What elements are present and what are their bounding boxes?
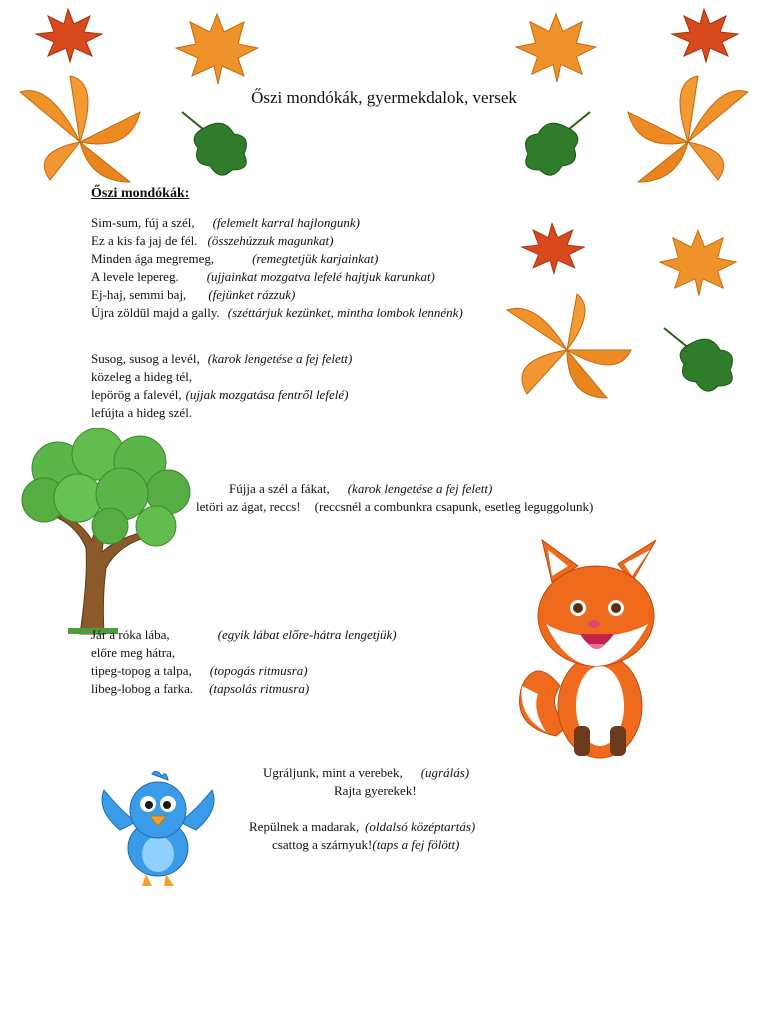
maple-leaf-red-icon — [666, 4, 742, 64]
section-heading: Őszi mondókák: — [91, 186, 190, 201]
verse-text: A levele lepereg. — [91, 269, 179, 284]
verse-text: Jár a róka lába, — [91, 627, 170, 642]
verse-line — [334, 782, 417, 800]
chestnut-leaf-icon — [618, 72, 758, 184]
verse-text: Repülnek a madarak, — [249, 819, 360, 834]
verse-line — [91, 386, 348, 404]
verse-text: letöri az ágat, reccs! — [196, 499, 301, 514]
verse-line — [91, 680, 309, 698]
oak-leaf-green-icon — [516, 108, 598, 180]
verse-text: csattog a szárnyuk! — [272, 837, 373, 852]
verse-text: tipeg-topog a talpa, — [91, 663, 192, 678]
verse-line — [91, 662, 308, 680]
page-title: Őszi mondókák, gyermekdalok, versek — [251, 88, 517, 107]
verse-line — [91, 644, 175, 662]
verse-note: (karok lengetése a fej felett) — [207, 351, 353, 366]
verse-note: (remegtetjük karjainkat) — [252, 251, 379, 266]
verse-line — [263, 764, 469, 782]
verse-note: (ujjainkat mozgatva lefelé hajtjuk karunkat) — [206, 269, 435, 284]
maple-leaf-red-icon — [516, 218, 588, 276]
verse-line — [249, 818, 475, 836]
verse-note: (ugrálás) — [420, 765, 470, 780]
verse-line — [91, 286, 295, 304]
verse-text: lepörög a falevél, — [91, 387, 182, 402]
verse-line — [272, 836, 459, 854]
verse-line — [91, 214, 360, 232]
verse-line — [196, 498, 593, 516]
verse-text: Ez a kis fa jaj de fél. — [91, 233, 198, 248]
bird-icon — [100, 770, 216, 892]
verse-text: Minden ága megremeg, — [91, 251, 215, 266]
verse-text: Sim-sum, fúj a szél, — [91, 215, 195, 230]
maple-leaf-orange-icon — [512, 10, 600, 84]
maple-leaf-orange-icon — [172, 10, 262, 86]
verse-note: (tapsolás ritmusra) — [209, 681, 310, 696]
verse-text: Susog, susog a levél, — [91, 351, 200, 366]
verse-text: Fújja a szél a fákat, — [229, 481, 330, 496]
verse-note: (fejünket rázzuk) — [208, 287, 296, 302]
verse-text: lefújta a hideg szél. — [91, 405, 193, 420]
oak-leaf-green-icon — [174, 108, 256, 180]
maple-leaf-orange-icon — [656, 226, 740, 298]
tree-icon — [18, 428, 194, 636]
fox-icon — [516, 536, 676, 762]
verse-note: (ujjak mozgatása fentről lefelé) — [185, 387, 349, 402]
verse-line — [91, 268, 435, 286]
verse-note: (taps a fej fölött) — [372, 837, 460, 852]
verse-note: (oldalsó középtartás) — [365, 819, 476, 834]
oak-leaf-green-icon — [660, 324, 742, 396]
verse-text: közeleg a hideg tél, — [91, 369, 193, 384]
verse-text: Újra zöldül majd a gally. — [91, 305, 220, 320]
chestnut-leaf-icon — [496, 290, 638, 402]
verse-line — [91, 626, 397, 644]
maple-leaf-red-icon — [30, 4, 106, 64]
verse-line — [91, 404, 192, 422]
verse-line — [91, 250, 378, 268]
verse-line — [91, 350, 352, 368]
verse-line — [91, 304, 463, 322]
verse-text: libeg-lobog a farka. — [91, 681, 194, 696]
chestnut-leaf-icon — [10, 72, 150, 184]
verse-line — [229, 480, 492, 498]
verse-note: (széttárjuk kezünket, mintha lombok lennénk) — [227, 305, 463, 320]
verse-text: Ugráljunk, mint a verebek, — [263, 765, 403, 780]
verse-text: Ej-haj, semmi baj, — [91, 287, 187, 302]
verse-note: (karok lengetése a fej felett) — [347, 481, 493, 496]
verse-note: (összehúzzuk magunkat) — [207, 233, 334, 248]
verse-note: (felemelt karral hajlongunk) — [212, 215, 360, 230]
verse-line — [91, 368, 192, 386]
verse-line — [91, 232, 334, 250]
verse-note: (reccsnél a combunkra csapunk, esetleg leguggolunk) — [314, 499, 594, 514]
verse-note: (egyik lábat előre-hátra lengetjük) — [217, 627, 397, 642]
verse-note: (topogás ritmusra) — [209, 663, 308, 678]
verse-text: előre meg hátra, — [91, 645, 176, 660]
verse-text: Rajta gyerekek! — [334, 783, 417, 798]
